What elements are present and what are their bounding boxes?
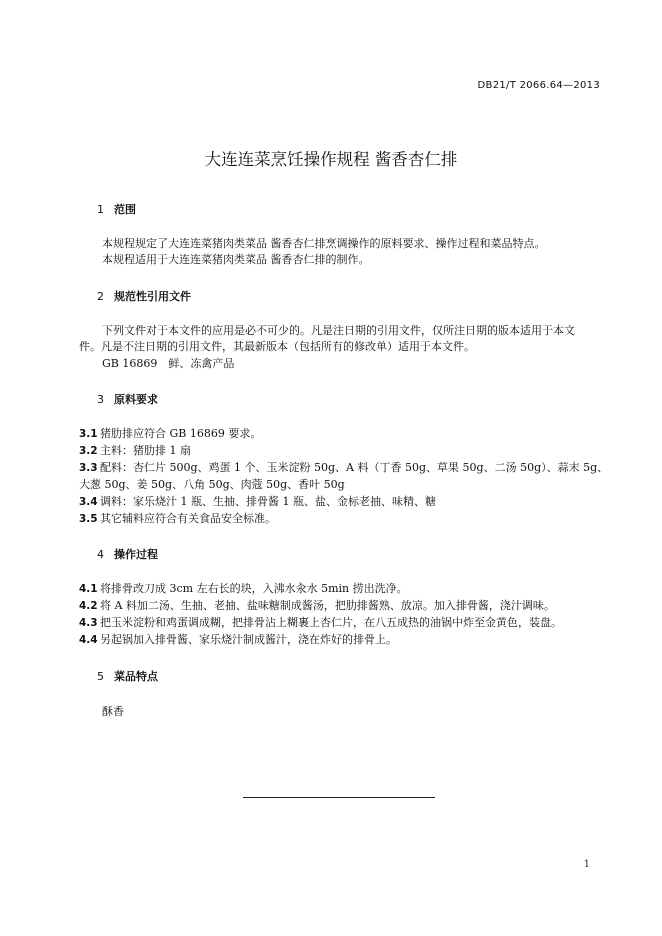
clause-number: 4.3 — [79, 617, 98, 629]
section-heading — [97, 201, 136, 217]
clause-continuation: 大葱 50g、姜 50g、八角 50g、肉蔻 50g、香叶 50g — [79, 478, 345, 491]
clause-number: 4.1 — [79, 583, 98, 595]
section-number: 2 — [97, 290, 104, 303]
section-heading — [97, 546, 158, 562]
clause — [79, 425, 261, 441]
clause-text: 调料：家乐烧汁 1 瓶、生抽、排骨酱 1 瓶、盐、金标老抽、味精、糖 — [100, 495, 436, 508]
end-rule — [243, 797, 435, 798]
section-number: 4 — [97, 548, 104, 561]
clause — [79, 580, 408, 596]
section-title: 规范性引用文件 — [114, 290, 191, 303]
clause-number: 3.3 — [79, 462, 98, 474]
clause-number: 3.4 — [79, 496, 98, 508]
clause — [79, 442, 191, 458]
section-title: 原料要求 — [114, 393, 158, 406]
clause-text: 把玉米淀粉和鸡蛋调成糊，把排骨沾上糊裹上杏仁片，在八五成热的油锅中炸至金黄色，装盘。 — [100, 616, 562, 629]
clause-text: 另起锅加入排骨酱、家乐烧汁制成酱汁，浇在炸好的排骨上。 — [100, 633, 397, 646]
section-title: 范围 — [114, 203, 136, 216]
clause-text: 配料：杏仁片 500g、鸡蛋 1 个、玉米淀粉 50g、A 料（丁香 50g、草果 50g、二汤 50g）、蒜末 5g、 — [100, 461, 609, 474]
paragraph: 本规程适用于大连连菜猪肉类菜品 酱香杏仁排的制作。 — [102, 253, 370, 266]
clause — [79, 597, 555, 613]
section-number: 5 — [97, 670, 104, 683]
section-title: 菜品特点 — [114, 670, 158, 683]
section-heading — [97, 668, 158, 684]
clause — [79, 631, 397, 647]
section-title: 操作过程 — [114, 548, 158, 561]
clause-text: 其它辅料应符合有关食品安全标准。 — [100, 512, 276, 525]
section-number: 1 — [97, 203, 104, 216]
clause-number: 3.5 — [79, 513, 98, 525]
normative-reference: GB 16869 鲜、冻禽产品 — [102, 357, 235, 370]
section-number: 3 — [97, 393, 104, 406]
clause-number: 3.1 — [79, 428, 98, 440]
standard-code: DB21/T 2066.64—2013 — [477, 80, 600, 91]
paragraph: 下列文件对于本文件的应用是必不可少的。凡是注日期的引用文件，仅所注日期的版本适用于本文 — [102, 324, 575, 337]
clause-text: 主料：猪肋排 1 扇 — [100, 444, 191, 457]
section-heading — [97, 391, 158, 407]
paragraph: 酥香 — [102, 705, 124, 718]
clause — [79, 493, 436, 509]
paragraph-continuation: 件。凡是不注日期的引用文件，其最新版本（包括所有的修改单）适用于本文件。 — [79, 340, 475, 353]
clause-text: 将排骨改刀成 3cm 左右长的块，入沸水汆水 5min 捞出洗净。 — [100, 582, 408, 595]
clause-text: 将 A 料加二汤、生抽、老抽、盐味糖制成酱汤，把肋排酱熟、放凉。加入排骨酱，浇汁调味。 — [100, 599, 555, 612]
section-heading — [97, 288, 191, 304]
clause — [79, 614, 562, 630]
clause-text: 猪肋排应符合 GB 16869 要求。 — [100, 427, 262, 440]
clause-number: 4.2 — [79, 600, 98, 612]
clause-number: 4.4 — [79, 634, 98, 646]
clause — [79, 459, 608, 475]
clause — [79, 510, 276, 526]
clause-number: 3.2 — [79, 445, 98, 457]
document-title: 大连连菜烹饪操作规程 酱香杏仁排 — [204, 150, 458, 169]
page-number: 1 — [583, 859, 590, 870]
paragraph: 本规程规定了大连连菜猪肉类菜品 酱香杏仁排烹调操作的原料要求、操作过程和菜品特点。 — [102, 237, 546, 250]
